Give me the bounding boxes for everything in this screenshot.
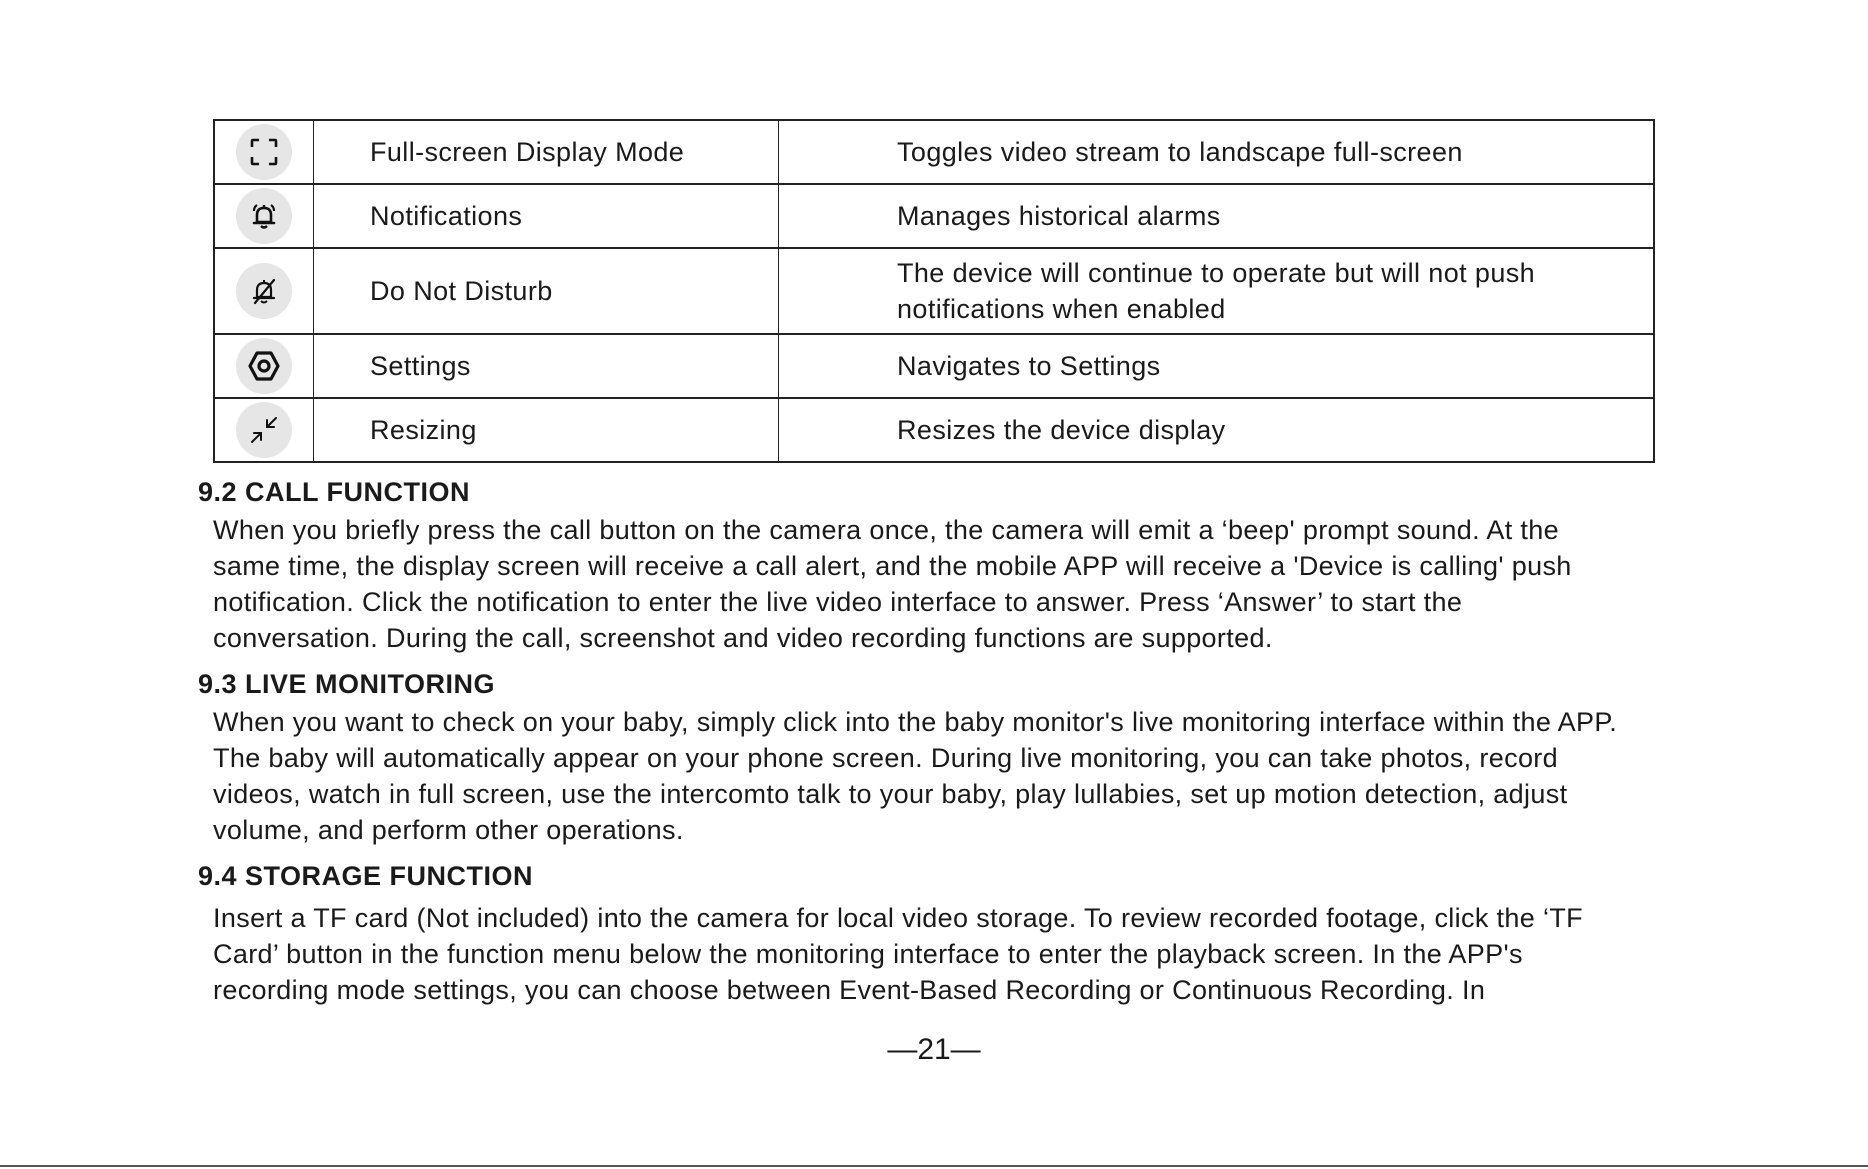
table-row: [214, 248, 1654, 334]
bell-icon: [236, 188, 292, 244]
icon-cell: [214, 120, 314, 184]
function-description: [779, 120, 1655, 184]
paragraph-line: When you briefly press the call button on the camera once, the camera will emit a ‘beep' prompt sound. At the: [213, 515, 1560, 545]
function-name: Do Not Disturb: [314, 248, 779, 334]
paragraph-line: Card’ button in the function menu below the monitoring interface to enter the playback screen. In the APP's: [213, 939, 1523, 969]
bell-off-icon: [236, 263, 292, 319]
function-description: [779, 398, 1655, 462]
description-line: Toggles video stream to landscape full-screen: [897, 137, 1463, 167]
paragraph-line: videos, watch in full screen, use the intercomto talk to your baby, play lullabies, set up motion detection, adjust: [213, 779, 1568, 809]
section-heading-storage-function: 9.4 STORAGE FUNCTION: [198, 861, 534, 891]
bottom-divider: [0, 1165, 1868, 1167]
paragraph-line: same time, the display screen will receive a call alert, and the mobile APP will receive a 'Device is calling' push: [213, 551, 1572, 581]
icon-cell: [214, 398, 314, 462]
description-line: Resizes the device display: [897, 415, 1226, 445]
description-line: notifications when enabled: [897, 294, 1226, 324]
paragraph-line: The baby will automatically appear on your phone screen. During live monitoring, you can take photos, record: [213, 743, 1559, 773]
icon-cell: [214, 184, 314, 248]
paragraph-line: conversation. During the call, screenshot and video recording functions are supported.: [213, 623, 1273, 653]
paragraph-line: volume, and perform other operations.: [213, 815, 684, 845]
function-table: [213, 119, 1655, 463]
section-body-call-function: [213, 512, 1713, 656]
function-description: [779, 184, 1655, 248]
table-row: [214, 184, 1654, 248]
paragraph-line: When you want to check on your baby, simply click into the baby monitor's live monitoring interface within the APP.: [213, 707, 1618, 737]
section-heading-call-function: 9.2 CALL FUNCTION: [198, 477, 471, 507]
table-row: [214, 334, 1654, 398]
page-number: —21—: [887, 1033, 981, 1066]
description-line: Manages historical alarms: [897, 201, 1221, 231]
fullscreen-icon: [236, 124, 292, 180]
table-row: [214, 398, 1654, 462]
function-name: Full-screen Display Mode: [314, 120, 779, 184]
icon-cell: [214, 248, 314, 334]
paragraph-line: Insert a TF card (Not included) into the camera for local video storage. To review recorded footage, click the ‘TF: [213, 903, 1584, 933]
function-description: [779, 334, 1655, 398]
section-heading-live-monitoring: 9.3 LIVE MONITORING: [198, 669, 496, 699]
icon-cell: [214, 334, 314, 398]
function-name: Resizing: [314, 398, 779, 462]
section-body-storage-function: [213, 900, 1713, 1008]
function-description: [779, 248, 1655, 334]
description-line: The device will continue to operate but will not push: [897, 258, 1536, 288]
paragraph-line: recording mode settings, you can choose between Event-Based Recording or Continuous Recording. In: [213, 975, 1486, 1005]
table-row: [214, 120, 1654, 184]
description-line: Navigates to Settings: [897, 351, 1161, 381]
section-body-live-monitoring: [213, 704, 1713, 848]
function-name: Settings: [314, 334, 779, 398]
settings-hex-icon: [236, 338, 292, 394]
resize-arrows-icon: [236, 402, 292, 458]
paragraph-line: notification. Click the notification to enter the live video interface to answer. Press ‘Answer’ to start the: [213, 587, 1463, 617]
function-name: Notifications: [314, 184, 779, 248]
